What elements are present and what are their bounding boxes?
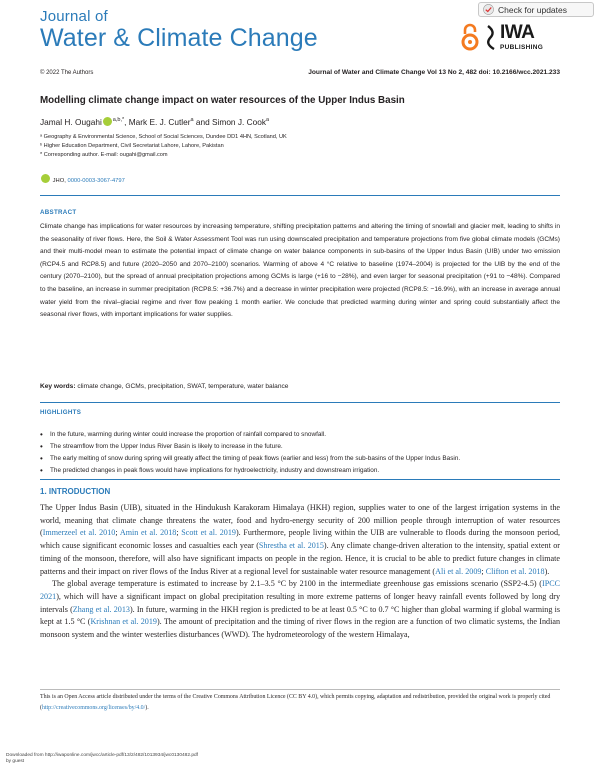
keywords-text: climate change, GCMs, precipitation, SWAT, temperature, water balance (75, 383, 289, 390)
license-link[interactable]: http://creativecommons.org/licenses/by/4.0/ (41, 705, 146, 711)
author-affiliation-mark: a (265, 117, 270, 124)
highlight-item: • The early melting of snow during spring will greatly affect the timing of peak flows (earlier and less) from the sub-basins of the Upper Indus Basin. (40, 453, 560, 464)
section-rule (40, 402, 560, 403)
citation-link[interactable]: Ali et al. 2009 (435, 566, 482, 576)
author-affiliation-mark: a,b,* (112, 117, 125, 124)
citation-link[interactable]: Krishnan et al. 2019 (90, 617, 157, 627)
text-run: ). Furthermore, people living within the UIB are vulnerable to floods during the monsoon period, which cause significant economic losses and casualties each year ( (40, 528, 561, 551)
paragraph (40, 578, 560, 642)
orcid-label: JHO, (52, 178, 66, 184)
crossmark-icon (483, 4, 494, 15)
section-rule (40, 195, 560, 196)
text-run: ). (544, 566, 550, 576)
footnote-text: This is an Open Access article distributed under the terms of the Creative Commons Attribution Licence (CC BY 4.0), which permits copying, adaptation and redistribution, provided the original work is properly cited ( (40, 694, 551, 711)
check-for-updates-label: Check for updates (498, 4, 567, 15)
paragraph (40, 502, 560, 578)
author-name: and Simon J. Cook (193, 117, 266, 127)
open-access-icon (459, 22, 481, 52)
text-run: The global average temperature is estimated to increase by 2.1–3.5 °C by 2100 in the intermediate greenhouse gas emissions scenario (SSP2-4.5) ( (52, 579, 542, 589)
iwa-logo-subtext: PUBLISHING (500, 44, 544, 51)
copyright-notice: © 2022 The Authors (40, 70, 94, 76)
keywords (40, 383, 288, 390)
article-title: Modelling climate change impact on water resources of the Upper Indus Basin (40, 95, 405, 106)
author-affiliation-mark: a (190, 117, 194, 124)
download-notice (6, 753, 198, 765)
author-list (40, 117, 269, 127)
section-rule (40, 479, 560, 480)
introduction-heading: 1. INTRODUCTION (40, 487, 111, 496)
text-run: ; (481, 566, 486, 576)
citation-link[interactable]: Clifton et al. 2018 (485, 566, 545, 576)
journal-citation: Journal of Water and Climate Change Vol 13 No 2, 482 doi: 10.2166/wcc.2021.233 (308, 69, 560, 76)
citation-link[interactable]: Shrestha et al. 2015 (258, 541, 324, 551)
citation-link[interactable]: IPCC 2021 (40, 579, 560, 601)
iwa-publishing-logo (486, 22, 548, 56)
orcid-icon[interactable] (41, 174, 50, 183)
abstract-text: Climate change has implications for water resources by increasing temperature, shifting precipitation patterns and altering the timing of snowfall and glacier melt, leading to shifts in the seasonality of river flows. Here, the Soil & Water Assessment Tool was run using downscaled precipitation and temperature projections from five global climate models (GCMs) and their multi-model mean to estimate the potential impact of climate change on water balance components in sub-basins of the Upper Indus Basin (UIB) under two emission (RCP4.5 and RCP8.5) and future (2020–2050 and 2070–2100) scenarios. Warming of above 4 °C relative to baseline (1974–2004) is projected for the UIB by the end of the century (2070–2100), but the spread of annual precipitation projections among GCMs is large (+16 to −28%), and even larger for seasonal precipitation (+91 to −48%). Compared to the baseline, an increase in summer precipitation (RCP8.5: +36.7%) and a decrease in winter precipitation were projected (RCP8.5: −16.9%), with an increase in average annual water yield from the nival–glacial regime and river flow peaking 1 month earlier. We conclude that predicted warming during winter and spring could substantially affect the seasonal river flows, with important implications for water supplies. (40, 223, 560, 319)
author-name: Jamal H. Ougahi (40, 117, 102, 127)
check-for-updates-button[interactable] (478, 2, 594, 17)
orcid-line (40, 174, 125, 184)
abstract-heading: ABSTRACT (40, 209, 77, 216)
highlight-item: • The streamflow from the Upper Indus River Basin is likely to increase in the future. (40, 441, 560, 452)
citation-link[interactable]: Scott et al. 2019 (181, 528, 236, 538)
text-run: ). The amount of precipitation and the timing of river flows in the region are a function of two climatic systems, the Indian monsoon system and the winter westerlies disturbances (WWD). The hydrometeorology of the western Himalaya, (40, 617, 560, 640)
corresponding-author: * Corresponding author. E-mail: ougahi@gmail.com (40, 152, 168, 158)
iwa-logo-text: IWA (500, 22, 535, 43)
orcid-icon[interactable] (103, 117, 112, 126)
text-run: ; (176, 528, 182, 538)
highlights-list (40, 429, 560, 477)
orcid-link[interactable]: 0000-0003-3067-4797 (67, 178, 125, 184)
text-run: ). Any climate change-driven alteration to the intensity, spatial extent or timing of the monsoon, therefore, will also have significant impacts on people in the region. Hence, it is crucial to be able to predict future changes in climate patterns and their impact on river flows of the Indus River at a regional level for sustainable water resource management ( (40, 541, 560, 576)
text-run: ), which will have a significant impact on global precipitation resulting in more extreme patterns of longer heavy rainfall events followed by long dry intervals ( (40, 591, 560, 614)
download-line: Downloaded from http://iwaponline.com/jwcc/article-pdf/13/2/482/1013934/jwc0130482.pdf (6, 753, 198, 758)
text-run: ). In future, warming in the HKH region is predicted to be at least 0.5 °C to 0.7 °C higher than global warming if global warming is kept at 1.5 °C ( (40, 604, 560, 627)
introduction-body (40, 502, 560, 642)
affiliation: ᵃ Geography & Environmental Science, School of Social Sciences, Dundee DD1 4HN, Scotland, UK (40, 134, 287, 140)
highlight-item: • The predicted changes in peak flows would have implications for hydroelectricity, industry and downstream irrigation. (40, 465, 560, 476)
journal-name-line1: Journal of (40, 8, 108, 25)
citation-link[interactable]: Immerzeel et al. 2010 (42, 528, 116, 538)
text-run: ; (115, 528, 120, 538)
license-footnote (40, 692, 560, 714)
iwa-mark-icon (486, 24, 498, 50)
author-name: , Mark E. J. Cutler (124, 117, 191, 127)
journal-name-line2: Water & Climate Change (40, 24, 318, 52)
text-run: The Upper Indus Basin (UIB), situated in the Hindukush Karakoram Himalaya (HKH) region, supplies water to one of the largest irrigation systems in the world, meaning that climate change threatens the water, food and hydro-energy security of 200 million people through interruption of water resources ( (40, 503, 560, 538)
keywords-label: Key words: (40, 383, 76, 390)
affiliation: ᵇ Higher Education Department, Civil Secretariat Lahore, Lahore, Pakistan (40, 143, 224, 149)
footnote-end: ). (145, 705, 149, 711)
highlights-heading: HIGHLIGHTS (40, 409, 82, 416)
citation-link[interactable]: Amin et al. 2018 (119, 528, 177, 538)
download-line: by guest (6, 759, 25, 764)
footnote-rule (40, 689, 560, 690)
citation-link[interactable]: Zhang et al. 2013 (72, 604, 130, 614)
highlight-item: • In the future, warming during winter could increase the proportion of rainfall compared to snowfall. (40, 429, 560, 440)
